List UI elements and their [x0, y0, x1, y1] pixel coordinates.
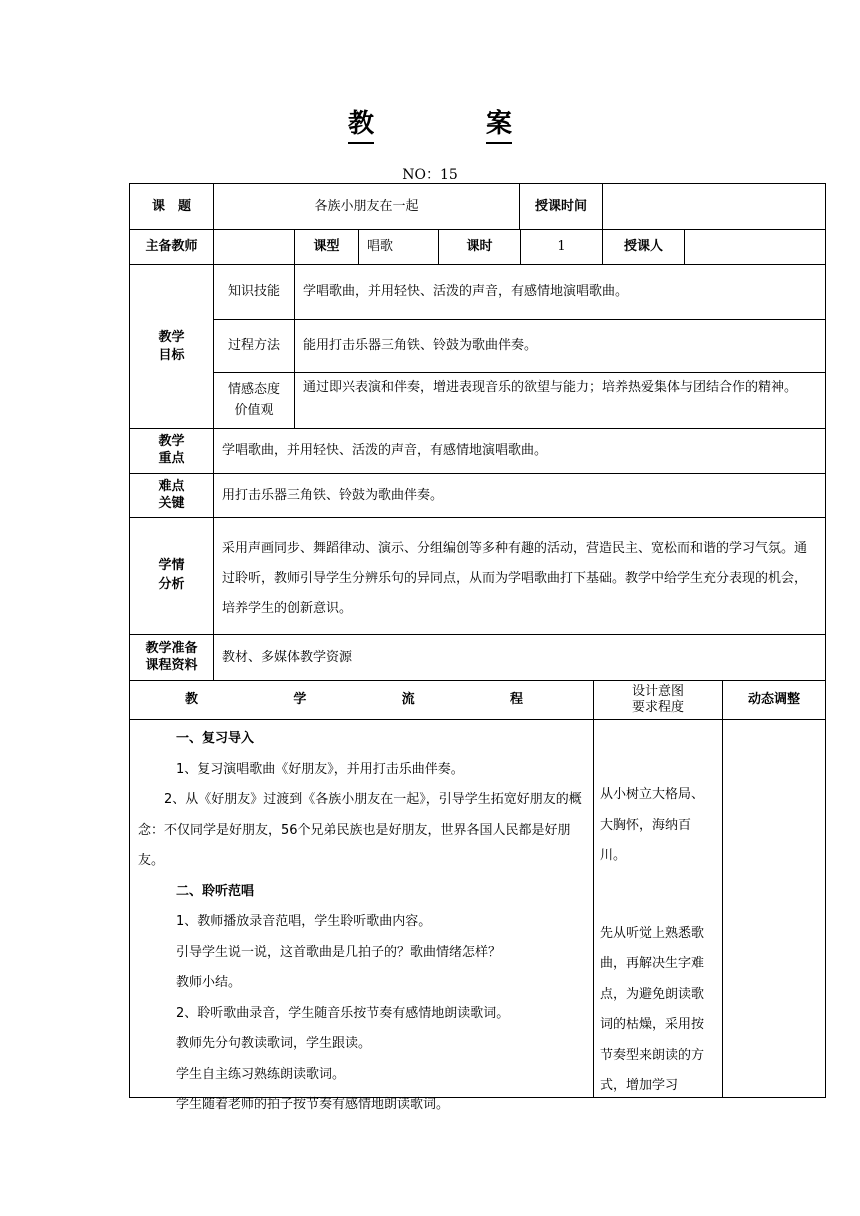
section-2-item-4: 2、聆听歌曲录音，学生随音乐按节奏有感情地朗读歌词。 [176, 1005, 510, 1021]
difficult-label-line1: 难点 [158, 478, 185, 494]
prep-label-line2: 课程资料 [145, 657, 198, 673]
analysis-label-line2: 分析 [158, 577, 185, 592]
goals-label-line1: 教学 [158, 329, 185, 345]
instructor-value [684, 229, 826, 264]
emotion-label-line2: 价值观 [234, 402, 274, 418]
knowledge-label: 知识技能 [213, 264, 294, 319]
section-2-item-1: 1、教师播放录音范唱，学生聆听歌曲内容。 [176, 914, 432, 929]
key-label [129, 428, 213, 473]
design-header [593, 680, 722, 719]
design-note-2: 先从听觉上熟悉歌曲，再解决生字难点，为避免朗读歌词的枯燥，采用按节奏型来朗读的方式，增加学习 [600, 925, 705, 1093]
flow-char-2: 学 [293, 692, 307, 708]
hours-label: 课时 [438, 229, 520, 264]
emotion-label [213, 372, 294, 428]
instructor-label: 授课人 [602, 229, 684, 264]
flow-char-4: 程 [509, 692, 523, 708]
hours-value: 1 [520, 229, 602, 264]
section-2-item-7: 学生随着老师的拍子按节奏有感情地朗读歌词。 [176, 1097, 450, 1112]
analysis-label-line1: 学情 [158, 558, 185, 574]
knowledge-text: 学唱歌曲，并用轻快、活泼的声音，有感情地演唱歌曲。 [294, 264, 826, 319]
teacher-value [213, 229, 294, 264]
time-label: 授课时间 [519, 183, 602, 229]
goals-label-line2: 目标 [158, 347, 185, 363]
section-2-item-5: 教师先分句教读歌词，学生跟读。 [176, 1036, 372, 1051]
design-note-1: 从小树立大格局、大胸怀，海纳百川。 [600, 787, 705, 863]
emotion-label-line1: 情感态度 [227, 381, 280, 397]
title-part-1: 教 [348, 103, 374, 144]
prep-label [129, 634, 213, 680]
emotion-text: 通过即兴表演和伴奏，增进表现音乐的欲望与能力；培养热爱集体与团结合作的精神。 [294, 372, 826, 428]
analysis-text: 采用声画同步、舞蹈律动、演示、分组编创等多种有趣的活动，营造民主、宽松而和谐的学习气氛。通过聆听，教师引导学生分辨乐句的异同点，从而为学唱歌曲打下基础。教学中给学生充分表现的机会，培养学生的创新意识。 [213, 517, 826, 634]
goals-label [129, 264, 213, 428]
prep-text: 教材、多媒体教学资源 [213, 634, 826, 680]
design-content [593, 719, 722, 1098]
section-1-title: 一、复习导入 [176, 731, 255, 746]
teacher-label: 主备教师 [129, 229, 213, 264]
document-title [0, 103, 860, 144]
section-1-item-1: 1、复习演唱歌曲《好朋友》，并用打击乐曲伴奏。 [176, 761, 464, 777]
process-text: 能用打击乐器三角铁、铃鼓为歌曲伴奏。 [294, 319, 826, 372]
type-label: 课型 [294, 229, 358, 264]
section-2-item-2: 引导学生说一说，这首歌曲是几拍子的？歌曲情绪怎样？ [176, 944, 502, 960]
flow-char-1: 教 [185, 692, 199, 708]
process-label: 过程方法 [213, 319, 294, 372]
adjust-content [722, 719, 826, 1098]
section-2-title: 二、聆听范唱 [176, 883, 255, 899]
flow-char-3: 流 [401, 692, 415, 708]
difficult-label [129, 473, 213, 517]
lesson-number: NO：15 [402, 167, 458, 183]
adjust-header: 动态调整 [722, 680, 826, 719]
topic-value: 各族小朋友在一起 [213, 183, 519, 229]
type-value: 唱歌 [358, 229, 438, 264]
key-label-line1: 教学 [158, 434, 185, 450]
design-header-line1: 设计意图 [631, 683, 684, 699]
analysis-label [129, 517, 213, 634]
design-header-line2: 要求程度 [631, 700, 684, 715]
process-content [129, 719, 593, 1112]
title-part-2: 案 [486, 103, 512, 144]
time-value [602, 183, 826, 229]
section-2-item-3: 教师小结。 [176, 975, 242, 990]
key-label-line2: 重点 [158, 451, 185, 466]
section-2-item-6: 学生自主练习熟练朗读歌词。 [176, 1066, 346, 1082]
flow-header [129, 680, 593, 719]
difficult-text: 用打击乐器三角铁、铃鼓为歌曲伴奏。 [213, 473, 826, 517]
lesson-plan-table [129, 183, 826, 1112]
key-text: 学唱歌曲，并用轻快、活泼的声音，有感情地演唱歌曲。 [213, 428, 826, 473]
topic-label: 课 题 [129, 183, 213, 229]
section-1-item-2: 2、从《好朋友》过渡到《各族小朋友在一起》，引导学生拓宽好朋友的概念：不仅同学是好朋友，56个兄弟民族也是好朋友，世界各国人民都是好朋友。 [138, 792, 582, 868]
prep-label-line1: 教学准备 [145, 640, 198, 656]
difficult-label-line2: 关键 [158, 495, 185, 511]
